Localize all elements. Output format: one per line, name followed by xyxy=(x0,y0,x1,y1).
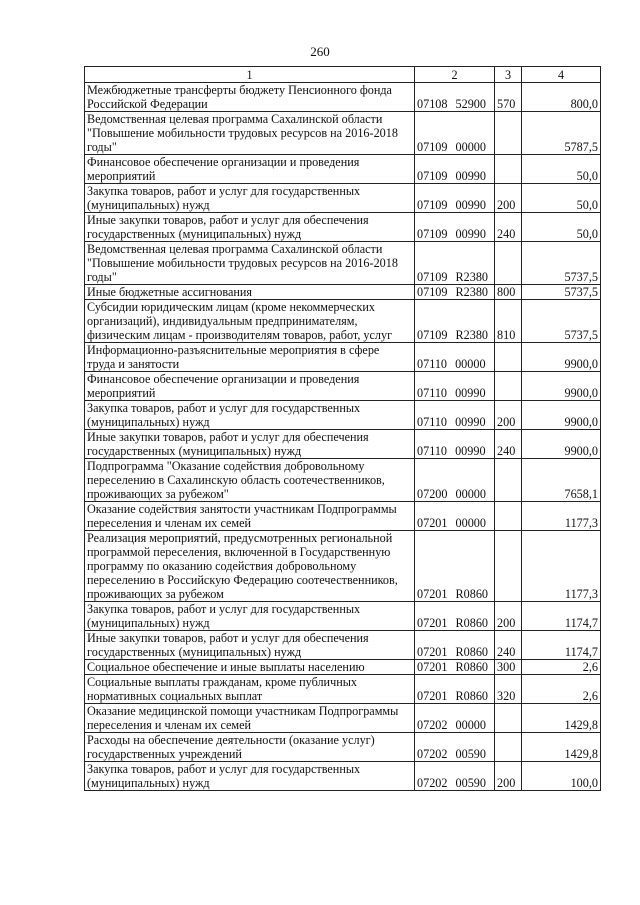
table-row xyxy=(85,184,601,213)
row-name-cell: Оказание содействия занятости участникам Подпрограммы переселения и членам их семей xyxy=(85,502,415,531)
table-row xyxy=(85,155,601,184)
row-code-cell: 07108 52900 xyxy=(415,83,495,112)
row-code-cell: 07201 00000 xyxy=(415,502,495,531)
row-name-cell: Иные бюджетные ассигнования xyxy=(85,285,415,300)
row-sum-cell: 7658,1 xyxy=(522,459,601,502)
table-row xyxy=(85,459,601,502)
table-row xyxy=(85,343,601,372)
row-type-cell: 300 xyxy=(495,660,522,675)
table-row xyxy=(85,83,601,112)
row-type-cell: 200 xyxy=(495,602,522,631)
row-sum-cell: 800,0 xyxy=(522,83,601,112)
table-row xyxy=(85,602,601,631)
row-type-cell xyxy=(495,112,522,155)
row-name-cell: Социальное обеспечение и иные выплаты населению xyxy=(85,660,415,675)
row-code-cell: 07201 R0860 xyxy=(415,631,495,660)
row-code-cell: 07110 00990 xyxy=(415,372,495,401)
row-name-cell: Ведомственная целевая программа Сахалинской области "Повышение мобильности трудовых ресурсов на 2016-2018 годы" xyxy=(85,242,415,285)
row-name-cell: Иные закупки товаров, работ и услуг для обеспечения государственных (муниципальных) нужд xyxy=(85,631,415,660)
header-row xyxy=(85,67,601,83)
row-sum-cell: 1177,3 xyxy=(522,502,601,531)
row-sum-cell: 1429,8 xyxy=(522,733,601,762)
row-sum-cell: 2,6 xyxy=(522,675,601,704)
header-type: 3 xyxy=(495,67,522,83)
table-row xyxy=(85,660,601,675)
row-type-cell: 320 xyxy=(495,675,522,704)
row-type-cell xyxy=(495,242,522,285)
row-code-cell: 07109 R2380 xyxy=(415,300,495,343)
row-name-cell: Закупка товаров, работ и услуг для государственных (муниципальных) нужд xyxy=(85,762,415,791)
row-name-cell: Субсидии юридическим лицам (кроме некоммерческих организаций), индивидуальным предпринимателям, физическим лицам - производителям товаров, работ, услуг xyxy=(85,300,415,343)
row-type-cell: 800 xyxy=(495,285,522,300)
row-name-cell: Финансовое обеспечение организации и проведения мероприятий xyxy=(85,155,415,184)
row-code-cell: 07109 00990 xyxy=(415,213,495,242)
row-code-cell: 07109 00990 xyxy=(415,155,495,184)
row-name-cell: Иные закупки товаров, работ и услуг для обеспечения государственных (муниципальных) нужд xyxy=(85,430,415,459)
row-type-cell: 200 xyxy=(495,762,522,791)
row-sum-cell: 9900,0 xyxy=(522,430,601,459)
row-sum-cell: 2,6 xyxy=(522,660,601,675)
table-row xyxy=(85,531,601,602)
table-row xyxy=(85,285,601,300)
table-row xyxy=(85,704,601,733)
header-sum: 4 xyxy=(522,67,601,83)
header-code: 2 xyxy=(415,67,495,83)
row-name-cell: Социальные выплаты гражданам, кроме публичных нормативных социальных выплат xyxy=(85,675,415,704)
row-code-cell: 07109 R2380 xyxy=(415,242,495,285)
row-name-cell: Закупка товаров, работ и услуг для государственных (муниципальных) нужд xyxy=(85,184,415,213)
row-name-cell: Закупка товаров, работ и услуг для государственных (муниципальных) нужд xyxy=(85,602,415,631)
row-sum-cell: 5737,5 xyxy=(522,285,601,300)
row-type-cell: 570 xyxy=(495,83,522,112)
budget-table xyxy=(84,66,601,791)
row-name-cell: Реализация мероприятий, предусмотренных региональной программой переселения, включенной в Государственную программу по оказанию содействия добровольному переселению в Российскую Федерацию соотечественников, проживающих за рубежом xyxy=(85,531,415,602)
row-sum-cell: 1174,7 xyxy=(522,631,601,660)
header-name: 1 xyxy=(85,67,415,83)
row-type-cell xyxy=(495,704,522,733)
row-type-cell xyxy=(495,372,522,401)
row-name-cell: Оказание медицинской помощи участникам Подпрограммы переселения и членам их семей xyxy=(85,704,415,733)
row-code-cell: 07200 00000 xyxy=(415,459,495,502)
row-sum-cell: 50,0 xyxy=(522,184,601,213)
row-sum-cell: 1174,7 xyxy=(522,602,601,631)
row-code-cell: 07201 R0860 xyxy=(415,675,495,704)
table-row xyxy=(85,213,601,242)
row-sum-cell: 100,0 xyxy=(522,762,601,791)
row-type-cell: 240 xyxy=(495,430,522,459)
row-type-cell: 200 xyxy=(495,184,522,213)
row-sum-cell: 9900,0 xyxy=(522,343,601,372)
row-sum-cell: 1429,8 xyxy=(522,704,601,733)
table-row xyxy=(85,372,601,401)
row-type-cell xyxy=(495,531,522,602)
page-number: 260 xyxy=(310,44,330,59)
row-sum-cell: 5787,5 xyxy=(522,112,601,155)
row-type-cell xyxy=(495,502,522,531)
row-name-cell: Межбюджетные трансферты бюджету Пенсионного фонда Российской Федерации xyxy=(85,83,415,112)
row-sum-cell: 50,0 xyxy=(522,213,601,242)
row-type-cell: 200 xyxy=(495,401,522,430)
row-name-cell: Ведомственная целевая программа Сахалинской области "Повышение мобильности трудовых ресурсов на 2016-2018 годы" xyxy=(85,112,415,155)
row-type-cell: 240 xyxy=(495,213,522,242)
row-type-cell: 240 xyxy=(495,631,522,660)
row-name-cell: Подпрограмма "Оказание содействия добровольному переселению в Сахалинскую область соотечественников, проживающих за рубежом" xyxy=(85,459,415,502)
row-sum-cell: 50,0 xyxy=(522,155,601,184)
row-sum-cell: 1177,3 xyxy=(522,531,601,602)
row-sum-cell: 9900,0 xyxy=(522,372,601,401)
row-code-cell: 07202 00000 xyxy=(415,704,495,733)
row-name-cell: Финансовое обеспечение организации и проведения мероприятий xyxy=(85,372,415,401)
table-row xyxy=(85,112,601,155)
row-type-cell xyxy=(495,733,522,762)
row-code-cell: 07110 00990 xyxy=(415,430,495,459)
row-code-cell: 07202 00590 xyxy=(415,762,495,791)
table-row xyxy=(85,401,601,430)
table-row xyxy=(85,631,601,660)
row-name-cell: Иные закупки товаров, работ и услуг для обеспечения государственных (муниципальных) нужд xyxy=(85,213,415,242)
row-code-cell: 07201 R0860 xyxy=(415,531,495,602)
row-sum-cell: 9900,0 xyxy=(522,401,601,430)
table-row xyxy=(85,502,601,531)
row-type-cell xyxy=(495,155,522,184)
table-row xyxy=(85,300,601,343)
row-code-cell: 07201 R0860 xyxy=(415,602,495,631)
table-body xyxy=(85,83,601,791)
table-row xyxy=(85,430,601,459)
row-name-cell: Закупка товаров, работ и услуг для государственных (муниципальных) нужд xyxy=(85,401,415,430)
row-type-cell xyxy=(495,459,522,502)
table-row xyxy=(85,733,601,762)
table-row xyxy=(85,675,601,704)
table-row xyxy=(85,762,601,791)
row-type-cell: 810 xyxy=(495,300,522,343)
row-name-cell: Расходы на обеспечение деятельности (оказание услуг) государственных учреждений xyxy=(85,733,415,762)
row-sum-cell: 5737,5 xyxy=(522,300,601,343)
row-sum-cell: 5737,5 xyxy=(522,242,601,285)
row-type-cell xyxy=(495,343,522,372)
row-code-cell: 07109 R2380 xyxy=(415,285,495,300)
row-code-cell: 07110 00000 xyxy=(415,343,495,372)
row-code-cell: 07110 00990 xyxy=(415,401,495,430)
row-code-cell: 07109 00990 xyxy=(415,184,495,213)
row-code-cell: 07202 00590 xyxy=(415,733,495,762)
row-code-cell: 07201 R0860 xyxy=(415,660,495,675)
table-row xyxy=(85,242,601,285)
row-code-cell: 07109 00000 xyxy=(415,112,495,155)
row-name-cell: Информационно-разъяснительные мероприятия в сфере труда и занятости xyxy=(85,343,415,372)
